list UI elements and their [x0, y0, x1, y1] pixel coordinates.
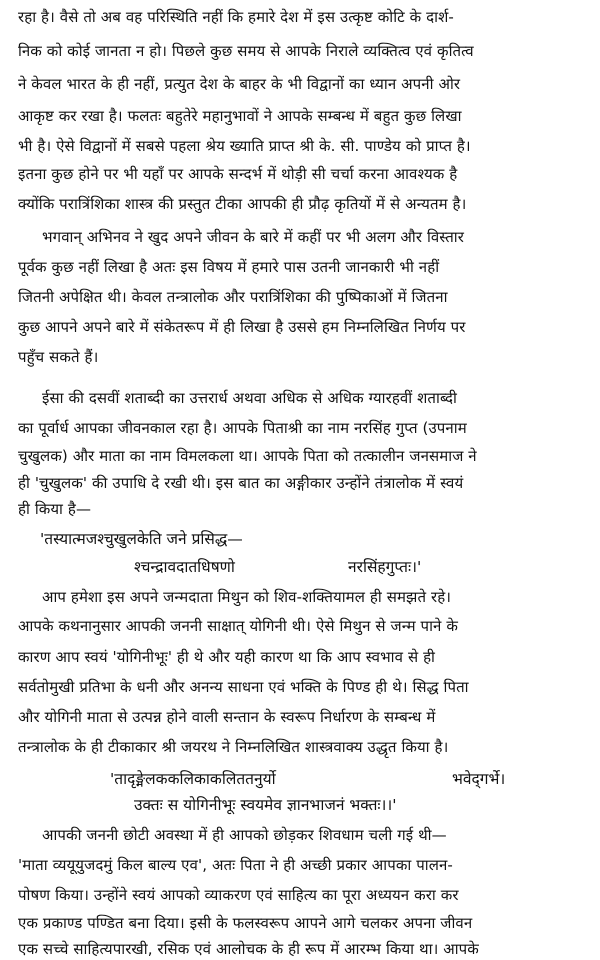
text-line: पोषण किया। उन्होंने स्वयं आपको व्याकरण एवं साहित्य का पूरा अध्ययन करा कर [18, 886, 459, 904]
text-line: पूर्वक कुछ नहीं लिखा है अतः इस विषय में हमारे पास उतनी जानकारी भी नहीं [18, 258, 440, 276]
verse-line: 'तादृङ्मेलककलिकाकलिततनुर्यो [110, 770, 276, 788]
text-line: आकृष्ट कर रखा है। फलतः बहुतेरे महानुभावों ने आपके सम्बन्ध में बहुत कुछ लिखा [18, 107, 462, 125]
text-line: ईसा की दसवीं शताब्दी का उत्तरार्ध अथवा अधिक से अधिक ग्यारहवीं शताब्दी [42, 389, 457, 407]
text-line: जितनी अपेक्षित थी। केवल तन्त्रालोक और परात्रिंशिका की पुष्पिकाओं में जितना [18, 288, 448, 306]
text-line: निक को कोई जानता न हो। पिछले कुछ समय से आपके निराले व्यक्तित्व एवं कृतित्व [18, 42, 474, 60]
text-line: कुछ आपने अपने बारे में संकेतरूप में ही लिखा है उससे हम निम्नलिखित निर्णय पर [18, 318, 466, 336]
text-line: आपकी जननी छोटी अवस्था में ही आपको छोड़कर शिवधाम चली गई थी— [42, 826, 447, 844]
text-line: भी है। ऐसे विद्वानों में सबसे पहला श्रेय ख्याति प्राप्त श्री के. सी. पाण्डेय को प्राप्त है। [18, 137, 471, 155]
text-line: ही किया है— [18, 500, 92, 518]
text-line: ने केवल भारत के ही नहीं, प्रत्युत देश के बाहर के भी विद्वानों का ध्यान अपनी ओर [18, 75, 461, 93]
text-line: 'माता व्ययूयुजदमुं किल बाल्य एव', अतः पिता ने ही अच्छी प्रकार आपका पालन- [18, 856, 453, 874]
text-line: भगवान् अभिनव ने खुद अपने जीवन के बारे में कहीं पर भी अलग और विस्तार [42, 228, 465, 246]
text-line: सर्वतोमुखी प्रतिभा के धनी और अनन्य साधना एवं भक्ति के पिण्ड ही थे। सिद्ध पिता [18, 678, 469, 696]
text-line: एक प्रकाण्ड पण्डित बना दिया। इसी के फलस्वरूप आपने आगे चलकर अपना जीवन [18, 914, 473, 932]
text-line: आपके कथनानुसार आपकी जननी साक्षात् योगिनी थी। ऐसे मिथुन से जन्म पाने के [18, 617, 458, 635]
text-line: और योगिनी माता से उत्पन्न होने वाली सन्तान के स्वरूप निर्धारण के सम्बन्ध में [18, 708, 436, 726]
text-line: पहुँच सकते हैं। [18, 348, 99, 366]
text-line: रहा है। वैसे तो अब वह परिस्थिति नहीं कि हमारे देश में इस उत्कृष्ट कोटि के दार्श- [18, 8, 454, 26]
text-line: इतना कुछ होने पर भी यहाँ पर आपके सन्दर्भ में थोड़ी सी चर्चा करना आवश्यक है [18, 165, 458, 183]
text-line: चुखुलक) और माता का नाम विमलकला था। आपके पिता को तत्कालीन जनसमाज ने [18, 447, 477, 465]
text-line: एक सच्चे साहित्यपारखी, रसिक एवं आलोचक के ही रूप में आरम्भ किया था। आपके [18, 940, 479, 958]
verse-line: नरसिंहगुप्तः।' [348, 558, 422, 576]
text-line: ही 'चुखुलक' की उपाधि दे रखी थी। इस बात का अङ्गीकार उन्होंने तंत्रालोक में स्वयं [18, 474, 464, 492]
verse-line: उक्तः स योगिनीभूः स्वयमेव ज्ञानभाजनं भक्तः।।' [134, 796, 397, 814]
text-line: क्योंकि परात्रिंशिका शास्त्र की प्रस्तुत टीका आपकी ही प्रौढ़ कृतियों में से अन्यतम है। [18, 195, 467, 213]
text-line: आप हमेशा इस अपने जन्मदाता मिथुन को शिव-शक्तियामल ही समझते रहे। [42, 588, 452, 606]
text-line: का पूर्वार्ध आपका जीवनकाल रहा है। आपके पिताश्री का नाम नरसिंह गुप्त (उपनाम [18, 419, 467, 437]
verse-line: 'तस्यात्मजश्चुखुलकेति जने प्रसिद्ध— [40, 530, 243, 548]
verse-line: श्चन्द्रावदातधिषणो [134, 558, 235, 576]
text-line: तन्त्रालोक के ही टीकाकार श्री जयरथ ने निम्नलिखित शास्त्रवाक्य उद्धृत किया है। [18, 738, 449, 756]
verse-line: भवेद्‌गर्भे। [452, 770, 506, 788]
text-line: कारण आप स्वयं 'योगिनीभूः' ही थे और यही कारण था कि आप स्वभाव से ही [18, 648, 436, 666]
